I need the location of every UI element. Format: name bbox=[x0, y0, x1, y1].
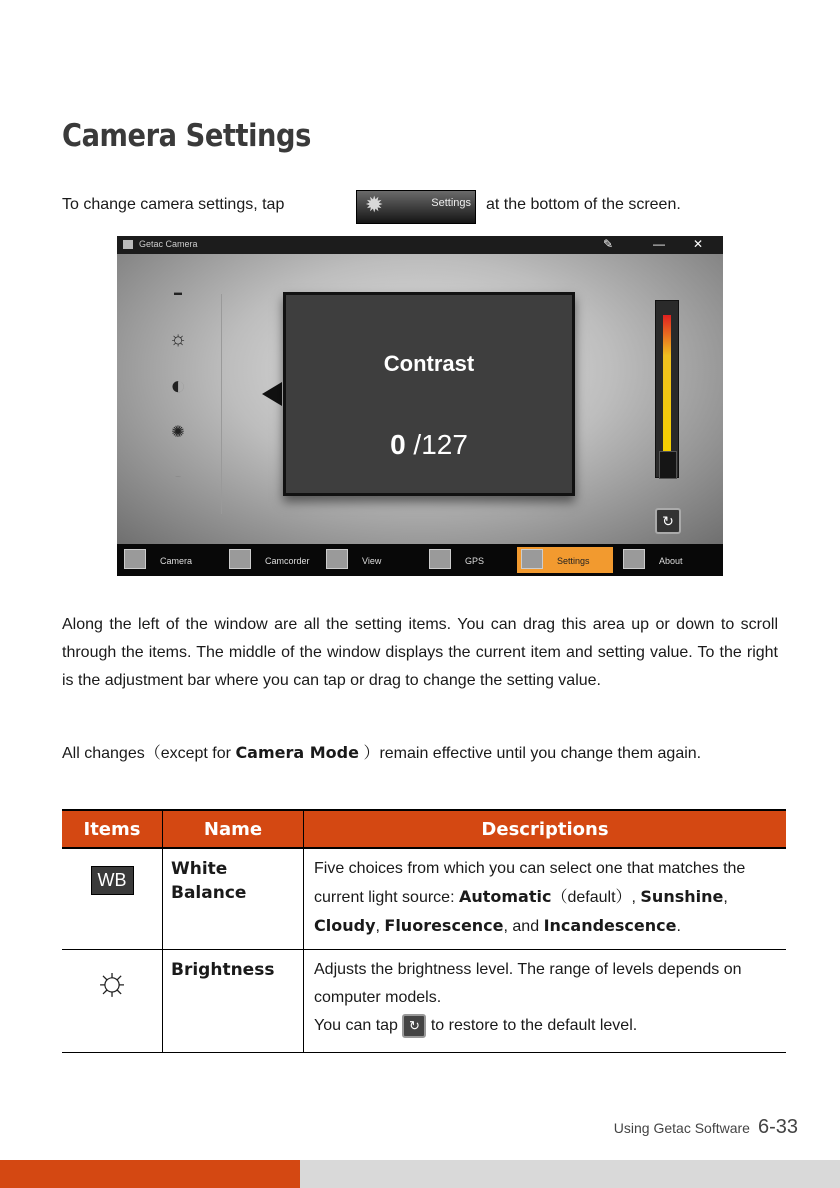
adjustment-bar[interactable] bbox=[655, 300, 679, 478]
settings-tab-icon bbox=[521, 549, 543, 569]
name-white-balance: White Balance bbox=[163, 848, 304, 950]
tab-label: Settings bbox=[557, 556, 590, 566]
tab-label: About bbox=[659, 556, 683, 566]
mute-icon[interactable]: ✎ bbox=[603, 237, 614, 251]
gps-tab-icon bbox=[429, 549, 451, 569]
item-cell bbox=[62, 950, 163, 1053]
setting-current: 0 bbox=[390, 429, 406, 460]
wb-desc-intro: Five choices from which you can select one that matches the current light source: bbox=[314, 860, 746, 906]
setting-max: /127 bbox=[413, 429, 468, 460]
brightness-desc-restore: to restore to the default level. bbox=[430, 1017, 638, 1034]
wb-option-automatic: Automatic bbox=[458, 887, 552, 906]
more-items-icon[interactable]: ~ bbox=[175, 472, 181, 483]
tab-label: GPS bbox=[465, 556, 485, 566]
camera-app-screenshot bbox=[117, 236, 723, 576]
adjustment-fill bbox=[663, 315, 671, 451]
about-tab-icon bbox=[623, 549, 645, 569]
tab-about[interactable] bbox=[619, 547, 719, 573]
camera-app-icon bbox=[123, 240, 133, 249]
camera-mode-term: Camera Mode bbox=[235, 743, 359, 762]
tab-gps[interactable] bbox=[425, 547, 521, 573]
brightness-item-icon[interactable]: ☼ bbox=[168, 328, 188, 350]
camcorder-tab-icon bbox=[229, 549, 251, 569]
tab-settings[interactable] bbox=[517, 547, 613, 573]
minimize-button[interactable]: — bbox=[653, 237, 665, 251]
settings-button-label: Settings bbox=[431, 197, 471, 209]
intro-text-before: To change camera settings, tap bbox=[62, 196, 285, 213]
brightness-icon: ☼ bbox=[93, 959, 131, 1003]
tab-label: View bbox=[362, 556, 382, 566]
wb-default-note: （default） bbox=[551, 889, 632, 906]
wb-conj: and bbox=[512, 918, 540, 935]
footer-section: Using Getac Software bbox=[613, 1120, 750, 1136]
name-brightness: Brightness bbox=[163, 950, 304, 1053]
intro-text-after: at the bottom of the screen. bbox=[486, 196, 681, 213]
paragraph-overview: Along the left of the window are all the setting items. You can drag this area up or down to scroll through the items. The middle of the window displays the current item and setting value. To the right is the adjustment bar where you can tap or drag to change the setting value. bbox=[62, 616, 778, 689]
wb-option-incandescence: Incandescence bbox=[543, 916, 677, 935]
tab-view[interactable] bbox=[322, 547, 418, 573]
tab-camcorder[interactable] bbox=[225, 547, 321, 573]
window-titlebar bbox=[117, 236, 723, 254]
tab-camera[interactable] bbox=[120, 547, 216, 573]
header-descriptions: Descriptions bbox=[304, 810, 787, 848]
white-balance-icon[interactable]: ▬ bbox=[174, 288, 182, 297]
saturation-item-icon[interactable]: ✺ bbox=[171, 424, 185, 441]
footer-gray-bar bbox=[300, 1160, 840, 1188]
page-number: 6-33 bbox=[757, 1116, 798, 1138]
close-button[interactable]: ✕ bbox=[693, 237, 704, 251]
adjustment-knob[interactable] bbox=[659, 451, 677, 479]
bottom-tab-bar bbox=[117, 544, 723, 576]
brightness-desc-line2 bbox=[314, 1012, 780, 1040]
selection-pointer bbox=[262, 382, 282, 406]
changes-text-before: All changes（except for bbox=[62, 745, 231, 762]
reset-icon[interactable]: ↻ bbox=[655, 508, 681, 534]
setting-value bbox=[286, 429, 572, 461]
item-cell bbox=[62, 848, 163, 950]
camera-tab-icon bbox=[124, 549, 146, 569]
changes-text-after: ）remain effective until you change them again. bbox=[363, 745, 702, 762]
settings-table bbox=[62, 809, 786, 1053]
current-setting-panel bbox=[283, 292, 575, 496]
settings-stage bbox=[117, 254, 723, 544]
header-items: Items bbox=[62, 810, 163, 848]
brightness-desc-tap: You can tap bbox=[314, 1017, 398, 1034]
wb-option-sunshine: Sunshine bbox=[640, 887, 724, 906]
description-brightness bbox=[304, 950, 787, 1053]
contrast-item-icon[interactable]: ◐ bbox=[170, 370, 186, 400]
footer-accent-bar bbox=[0, 1160, 300, 1188]
brightness-desc-line1: Adjusts the brightness level. The range of levels depends on computer models. bbox=[314, 961, 742, 1006]
paragraph-changes bbox=[62, 739, 778, 768]
window-title: Getac Camera bbox=[139, 239, 198, 249]
wb-option-fluorescence: Fluorescence bbox=[384, 916, 504, 935]
settings-item-list[interactable] bbox=[141, 288, 222, 514]
gear-icon: ✹ bbox=[365, 192, 384, 217]
table-header-row bbox=[62, 810, 786, 848]
wb-icon: WB bbox=[91, 866, 134, 895]
table-row bbox=[62, 848, 786, 950]
table-row bbox=[62, 950, 786, 1053]
page-title: Camera Settings bbox=[62, 118, 311, 154]
wb-option-cloudy: Cloudy bbox=[314, 916, 376, 935]
settings-button-image bbox=[356, 190, 476, 224]
intro-line bbox=[62, 190, 742, 222]
page-footer bbox=[614, 1116, 798, 1139]
setting-name: Contrast bbox=[383, 351, 475, 376]
view-tab-icon bbox=[326, 549, 348, 569]
tab-label: Camera bbox=[160, 556, 193, 566]
tab-label: Camcorder bbox=[265, 556, 310, 566]
description-white-balance: Five choices from which you can select one that matches the current light source: Automatic（default）, Sunshine, Cloudy, Fluorescence, and Incandescence. bbox=[304, 848, 787, 950]
header-name: Name bbox=[163, 810, 304, 848]
reset-icon: ↻ bbox=[402, 1014, 426, 1038]
